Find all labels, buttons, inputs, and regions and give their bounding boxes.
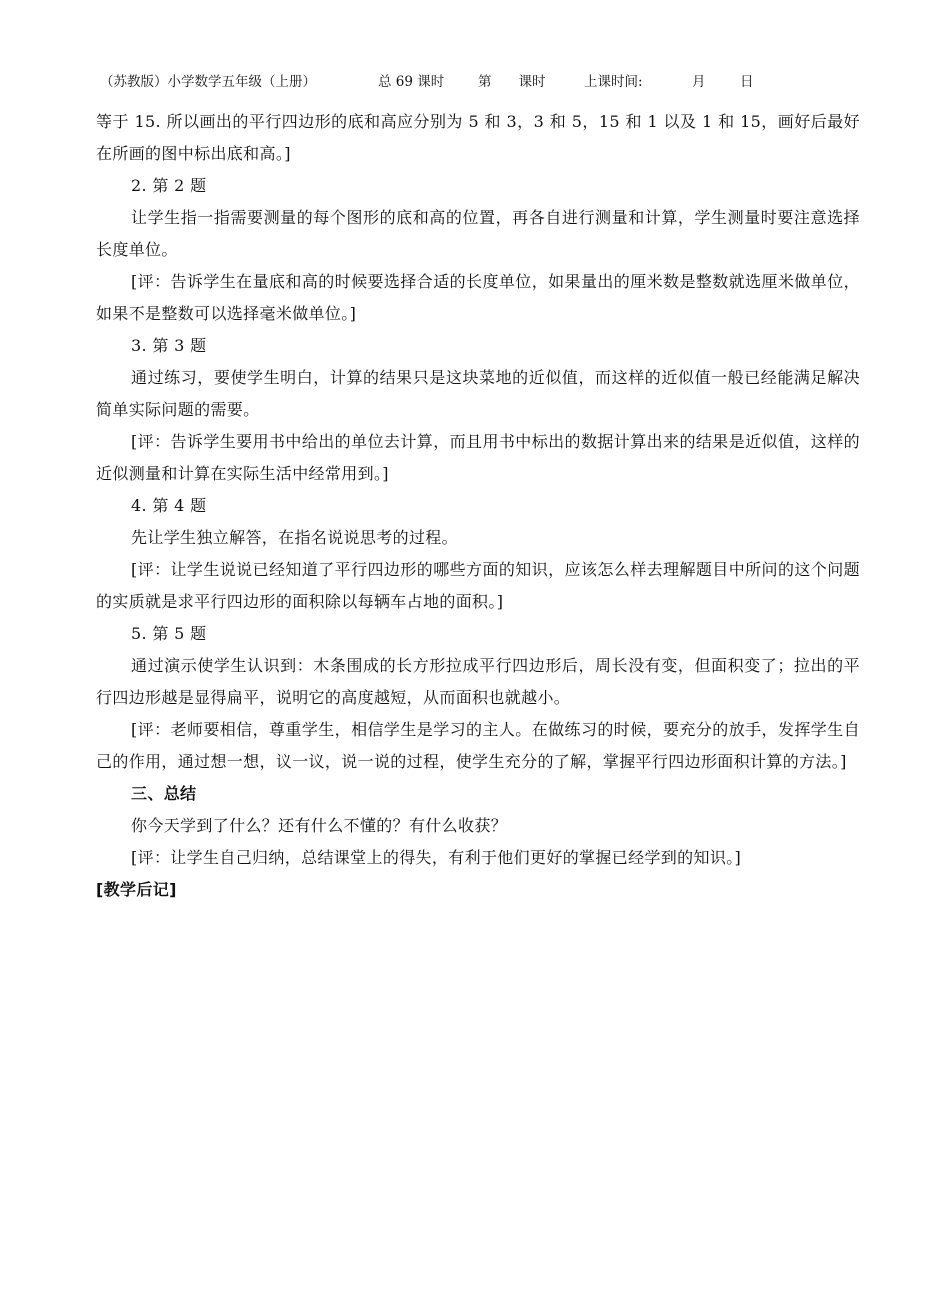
paragraph-continuation: 等于 15. 所以画出的平行四边形的底和高应分别为 5 和 3，3 和 5，15 和 1 以及 1 和 15，画好后最好在所画的图中标出底和高。]	[96, 112, 860, 163]
question-5-comment: [评：老师要相信，尊重学生，相信学生是学习的主人。在做练习的时候，要充分的放手，发挥学生自己的作用，通过想一想，议一议，说一说的过程，使学生充分的了解，掌握平行四边形面积计算的方法。]	[96, 720, 860, 771]
question-3-title: 3. 第 3 题	[131, 336, 207, 355]
header-day: 日	[740, 74, 754, 90]
question-5-text: 通过演示使学生认识到：木条围成的长方形拉成平行四边形后，周长没有变，但面积变了；拉出的平行四边形越是显得扁平，说明它的高度越短，从而面积也就越小。	[96, 656, 860, 707]
header-lesson-number: 第 课时	[478, 74, 546, 90]
question-2-comment: [评：告诉学生在量底和高的时候要选择合适的长度单位，如果量出的厘米数是整数就选厘米做单位，如果不是整数可以选择毫米做单位。]	[96, 272, 860, 323]
question-3-comment: [评：告诉学生要用书中给出的单位去计算，而且用书中标出的数据计算出来的结果是近似值，这样的近似测量和计算在实际生活中经常用到。]	[96, 432, 860, 483]
teaching-postscript-heading: [教学后记]	[96, 880, 177, 899]
question-4-comment: [评：让学生说说已经知道了平行四边形的哪些方面的知识，应该怎么样去理解题目中所问的这个问题的实质就是求平行四边形的面积除以每辆车占地的面积。]	[96, 560, 860, 611]
header-book-title: （苏教版）小学数学五年级（上册）	[100, 74, 316, 90]
summary-comment: [评：让学生自己归纳，总结课堂上的得失，有利于他们更好的掌握已经学到的知识。]	[131, 848, 742, 867]
summary-text: 你今天学到了什么？还有什么不懂的？有什么收获？	[131, 816, 508, 835]
question-4-title: 4. 第 4 题	[131, 496, 207, 515]
question-4-text: 先让学生独立解答，在指名说说思考的过程。	[131, 528, 459, 547]
question-5-title: 5. 第 5 题	[131, 624, 207, 643]
question-2-text: 让学生指一指需要测量的每个图形的底和高的位置，再各自进行测量和计算，学生测量时要注意选择长度单位。	[96, 208, 860, 259]
section-3-heading: 三、总结	[131, 784, 197, 803]
header-month: 月	[692, 74, 706, 90]
document-body	[96, 106, 860, 906]
question-2-title: 2. 第 2 题	[131, 176, 207, 195]
header-total-lessons: 总 69 课时	[378, 74, 445, 90]
header-class-time-label: 上课时间:	[584, 74, 643, 90]
question-3-text: 通过练习，要使学生明白，计算的结果只是这块菜地的近似值，而这样的近似值一般已经能满足解决简单实际问题的需要。	[96, 368, 860, 419]
